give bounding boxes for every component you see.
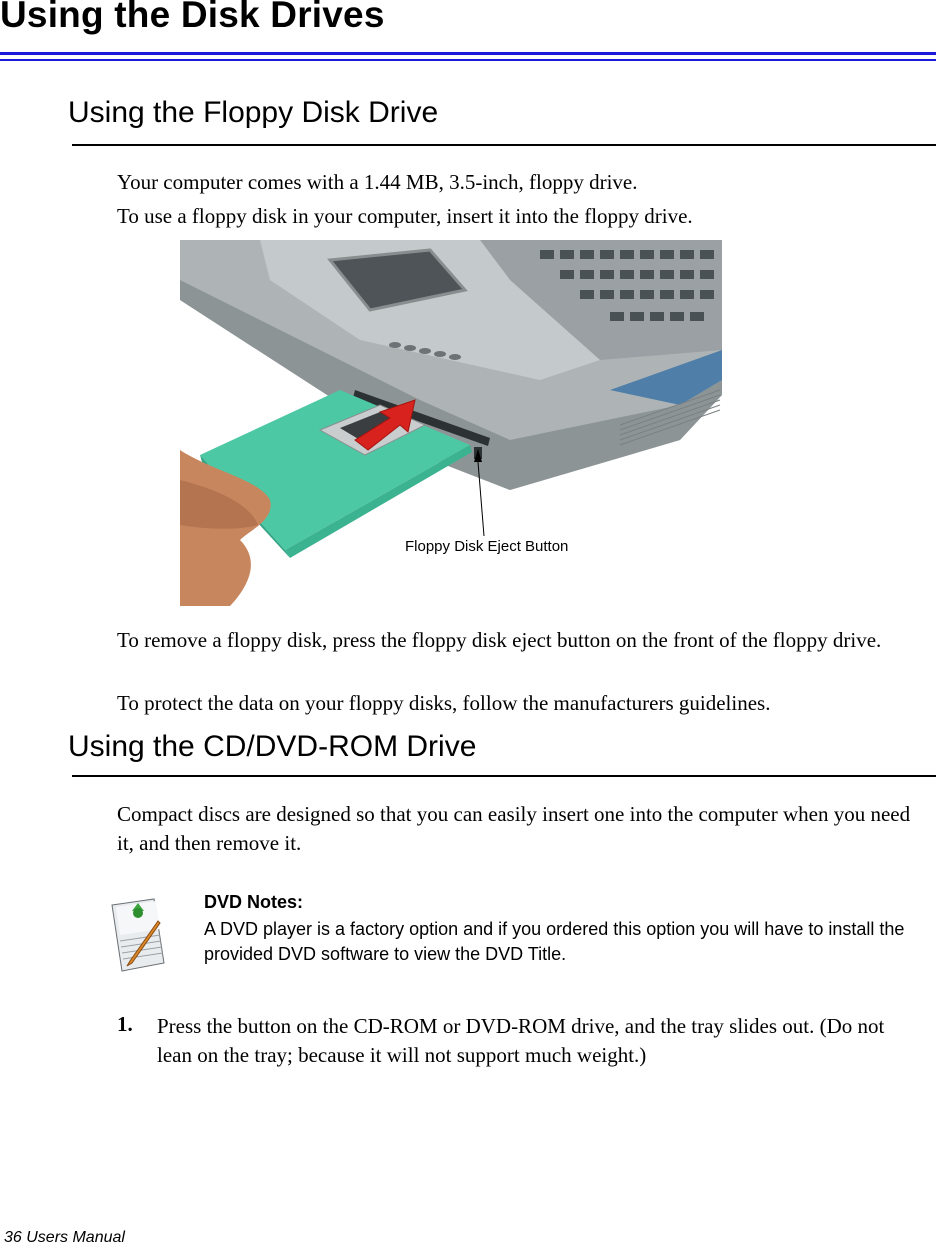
eject-button-callout-label: Floppy Disk Eject Button [405,538,569,555]
title-rule-bottom [0,59,936,61]
title-rule-top [0,52,936,55]
step-1-number: 1. [117,1012,133,1036]
floppy-section-heading: Using the Floppy Disk Drive [68,96,439,129]
floppy-paragraph-2: To use a floppy disk in your computer, insert it into the floppy drive. [117,204,693,228]
floppy-paragraph-3: To remove a floppy disk, press the floppy disk eject button on the front of the floppy drive. [117,628,882,652]
floppy-section-rule [72,144,936,146]
chapter-title: Using the Disk Drives [0,0,385,35]
note-pad-icon [108,893,168,975]
floppy-paragraph-1: Your computer comes with a 1.44 MB, 3.5-inch, floppy drive. [117,170,638,194]
cd-section-heading: Using the CD/DVD-ROM Drive [68,730,477,763]
floppy-paragraph-4: To protect the data on your floppy disks, follow the manufacturers guidelines. [117,691,771,715]
dvd-notes-text: A DVD player is a factory option and if you ordered this option you will have to install the provided DVD software to view the DVD Title. [204,919,905,964]
floppy-insert-figure [180,240,722,606]
dvd-notes-heading: DVD Notes: [204,892,304,912]
page-footer: 36 Users Manual [4,1229,125,1246]
cd-paragraph-1: Compact discs are designed so that you can easily insert one into the computer when you need it, and then remove it. [117,802,911,855]
cd-section-rule [72,775,936,777]
step-1-text: Press the button on the CD-ROM or DVD-ROM drive, and the tray slides out. (Do not lean on the tray; because it will not support much weight.) [157,1014,885,1067]
